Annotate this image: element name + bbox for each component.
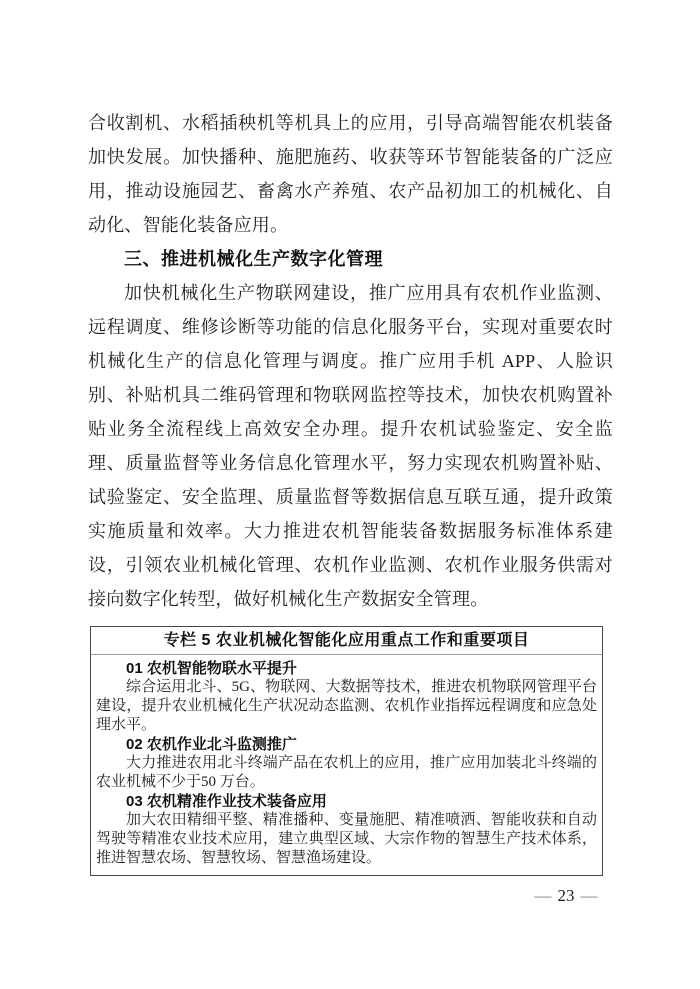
body-paragraph-continuation: 合收割机、水稻插秧机等机具上的应用，引导高端智能农机装备加快发展。加快播种、施肥施药、收获等环节智能装备的广泛应用，推动设施园艺、畜禽水产养殖、农产品初加工的机械化、自动化、智能化装备应用。 [88, 113, 613, 235]
page-number-dash-right: — [580, 886, 598, 905]
feature-box-item-heading: 01 农机智能物联水平提升 [126, 660, 297, 677]
page-content [88, 106, 613, 876]
feature-box-title: 专栏 5 农业机械化智能化应用重点工作和重要项目 [91, 627, 602, 655]
page-number [520, 884, 612, 908]
feature-box-item [96, 792, 597, 868]
feature-box-item-heading: 02 农机作业北斗监测推广 [126, 736, 297, 753]
feature-box-item [96, 659, 597, 735]
feature-box-item [96, 735, 597, 792]
section-heading: 三、推进机械化生产数字化管理 [124, 249, 383, 269]
page-number-value: 23 [557, 886, 575, 905]
feature-box-body [91, 655, 602, 875]
page-number-dash-left: — [534, 886, 552, 905]
feature-box-item-body: 综合运用北斗、5G、物联网、大数据等技术，推进农机物联网管理平台建设，提升农业机械化生产状况动态监测、农机作业指挥远程调度和应急处理水平。 [96, 679, 597, 733]
section-paragraph: 加快机械化生产物联网建设，推广应用具有农机作业监测、远程调度、维修诊断等功能的信息化服务平台，实现对重要农时机械化生产的信息化管理与调度。推广应用手机 APP、人脸识别、补贴机具二维码管理和物联网监控等技术，加快农机购置补贴业务全流程线上高效安全办理。提升农机试验鉴定、安全监理、质量监督等业务信息化管理水平，努力实现农机购置补贴、试验鉴定、安全监理、质量监督等数据信息互联互通，提升政策实施质量和效率。大力推进农机智能装备数据服务标准体系建设，引领农业机械化管理、农机作业监测、农机作业服务供需对接向数字化转型，做好机械化生产数据安全管理。 [88, 283, 613, 609]
feature-box-item-body: 加大农田精细平整、精准播种、变量施肥、精准喷洒、智能收获和自动驾驶等精准农业技术应用，建立典型区域、大宗作物的智慧生产技术体系，推进智慧农场、智慧牧场、智慧渔场建设。 [96, 812, 597, 866]
feature-box-item-heading: 03 农机精准作业技术装备应用 [126, 793, 327, 810]
feature-box-item-body: 大力推进农用北斗终端产品在农机上的应用，推广应用加装北斗终端的农业机械不少于50 万台。 [96, 755, 597, 790]
feature-box [90, 626, 603, 876]
